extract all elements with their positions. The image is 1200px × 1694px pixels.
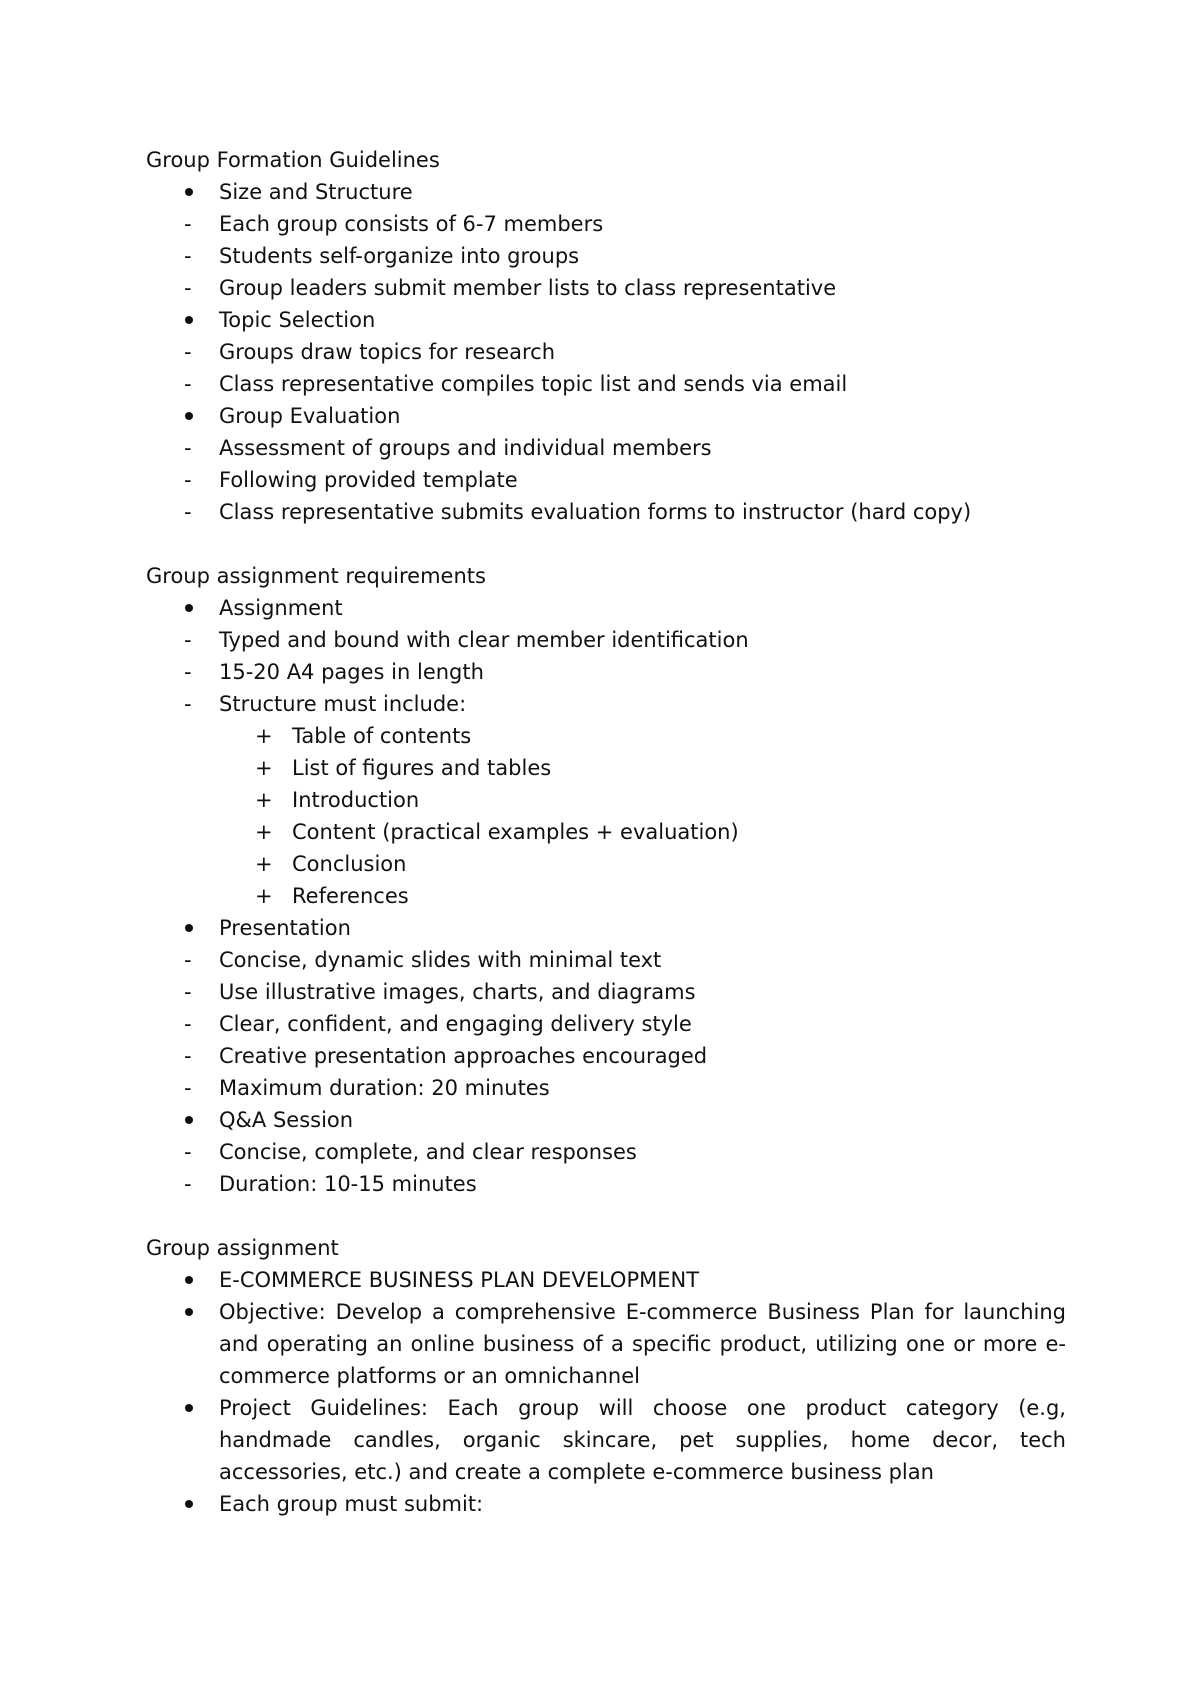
dash-item: [146, 496, 1066, 528]
section-heading: Group assignment requirements: [146, 564, 486, 588]
bullet-item-text: Group Evaluation: [219, 404, 401, 428]
dash-item-text: Maximum duration: 20 minutes: [219, 1076, 550, 1100]
dash-item-text: Each group consists of 6-7 members: [219, 212, 604, 236]
dash-marker: -: [184, 500, 192, 524]
bullet-icon: [185, 1500, 193, 1508]
dash-item-text: 15-20 A4 pages in length: [219, 660, 484, 684]
plus-item: [146, 880, 1066, 912]
plus-item: [146, 720, 1066, 752]
bullet-icon: [185, 1404, 193, 1412]
bullet-item-text: Objective: Develop a comprehensive E-commerce Business Plan for launching and operating an online business of a specific product, utilizing one or more e-commerce platforms or an omnichannel: [219, 1300, 1066, 1388]
dash-item: [146, 944, 1066, 976]
dash-item-text: Duration: 10-15 minutes: [219, 1172, 477, 1196]
dash-marker: -: [184, 468, 192, 492]
bullet-icon: [185, 1276, 193, 1284]
bullet-item-text: Size and Structure: [219, 180, 413, 204]
plus-item: [146, 752, 1066, 784]
bullet-item: [146, 1296, 1066, 1392]
bullet-icon: [185, 924, 193, 932]
bullet-item: [146, 304, 1066, 336]
dash-item-text: Typed and bound with clear member identification: [219, 628, 749, 652]
bullet-icon: [185, 412, 193, 420]
dash-item-text: Class representative compiles topic list and sends via email: [219, 372, 848, 396]
document-content: [146, 144, 1066, 1552]
plus-marker: +: [255, 788, 273, 812]
section-heading: Group Formation Guidelines: [146, 148, 440, 172]
section-heading: Group assignment: [146, 1236, 339, 1260]
dash-item: [146, 656, 1066, 688]
bullet-item-text: Q&A Session: [219, 1108, 354, 1132]
dash-item: [146, 464, 1066, 496]
plus-item: [146, 848, 1066, 880]
dash-item: [146, 1168, 1066, 1200]
dash-marker: -: [184, 1076, 192, 1100]
dash-marker: -: [184, 948, 192, 972]
bullet-item: [146, 1264, 1066, 1296]
dash-item-text: Students self-organize into groups: [219, 244, 580, 268]
bullet-item: [146, 592, 1066, 624]
dash-item-text: Assessment of groups and individual members: [219, 436, 712, 460]
plus-marker: +: [255, 756, 273, 780]
dash-item: [146, 368, 1066, 400]
dash-item-text: Concise, complete, and clear responses: [219, 1140, 637, 1164]
dash-item: [146, 432, 1066, 464]
dash-item: [146, 336, 1066, 368]
dash-marker: -: [184, 660, 192, 684]
bullet-item: [146, 1392, 1066, 1488]
dash-marker: -: [184, 628, 192, 652]
plus-item-text: Table of contents: [292, 724, 472, 748]
section: [146, 144, 1066, 528]
bullet-item: [146, 912, 1066, 944]
dash-item: [146, 624, 1066, 656]
bullet-item: [146, 1104, 1066, 1136]
dash-item: [146, 1040, 1066, 1072]
dash-marker: -: [184, 212, 192, 236]
plus-item-text: Conclusion: [292, 852, 407, 876]
dash-marker: -: [184, 1140, 192, 1164]
plus-marker: +: [255, 852, 273, 876]
dash-item: [146, 208, 1066, 240]
bullet-item-text: Project Guidelines: Each group will choose one product category (e.g, handmade candles, organic skincare, pet supplies, home decor, tech accessories, etc.) and create a complete e-commerce business plan: [219, 1396, 1066, 1484]
dash-item: [146, 240, 1066, 272]
dash-item: [146, 976, 1066, 1008]
dash-item: [146, 1072, 1066, 1104]
bullet-item-text: Assignment: [219, 596, 343, 620]
dash-item-text: Concise, dynamic slides with minimal text: [219, 948, 662, 972]
bullet-item-text: E-COMMERCE BUSINESS PLAN DEVELOPMENT: [219, 1268, 700, 1292]
plus-marker: +: [255, 820, 273, 844]
dash-marker: -: [184, 1172, 192, 1196]
bullet-icon: [185, 188, 193, 196]
dash-item-text: Clear, confident, and engaging delivery style: [219, 1012, 692, 1036]
dash-item: [146, 1008, 1066, 1040]
section: [146, 1232, 1066, 1520]
plus-item-text: Content (practical examples + evaluation): [292, 820, 739, 844]
bullet-item-text: Topic Selection: [219, 308, 376, 332]
dash-marker: -: [184, 1012, 192, 1036]
dash-item: [146, 272, 1066, 304]
dash-item-text: Class representative submits evaluation forms to instructor (hard copy): [219, 500, 972, 524]
bullet-item: [146, 1488, 1066, 1520]
section: [146, 560, 1066, 1200]
dash-marker: -: [184, 436, 192, 460]
dash-marker: -: [184, 340, 192, 364]
dash-marker: -: [184, 244, 192, 268]
dash-item-text: Use illustrative images, charts, and diagrams: [219, 980, 696, 1004]
dash-item-text: Group leaders submit member lists to class representative: [219, 276, 837, 300]
dash-marker: -: [184, 980, 192, 1004]
plus-item: [146, 816, 1066, 848]
dash-marker: -: [184, 692, 192, 716]
plus-item-text: List of figures and tables: [292, 756, 552, 780]
dash-item-text: Creative presentation approaches encouraged: [219, 1044, 708, 1068]
dash-item: [146, 688, 1066, 720]
bullet-item-text: Each group must submit:: [219, 1492, 484, 1516]
dash-marker: -: [184, 1044, 192, 1068]
bullet-icon: [185, 1308, 193, 1316]
bullet-icon: [185, 1116, 193, 1124]
plus-item: [146, 784, 1066, 816]
dash-item-text: Groups draw topics for research: [219, 340, 556, 364]
dash-item-text: Following provided template: [219, 468, 518, 492]
plus-item-text: References: [292, 884, 409, 908]
plus-marker: +: [255, 884, 273, 908]
bullet-item: [146, 176, 1066, 208]
bullet-icon: [185, 604, 193, 612]
plus-marker: +: [255, 724, 273, 748]
dash-marker: -: [184, 372, 192, 396]
dash-marker: -: [184, 276, 192, 300]
bullet-item-text: Presentation: [219, 916, 351, 940]
dash-item: [146, 1136, 1066, 1168]
dash-item-text: Structure must include:: [219, 692, 467, 716]
bullet-icon: [185, 316, 193, 324]
plus-item-text: Introduction: [292, 788, 420, 812]
bullet-item: [146, 400, 1066, 432]
